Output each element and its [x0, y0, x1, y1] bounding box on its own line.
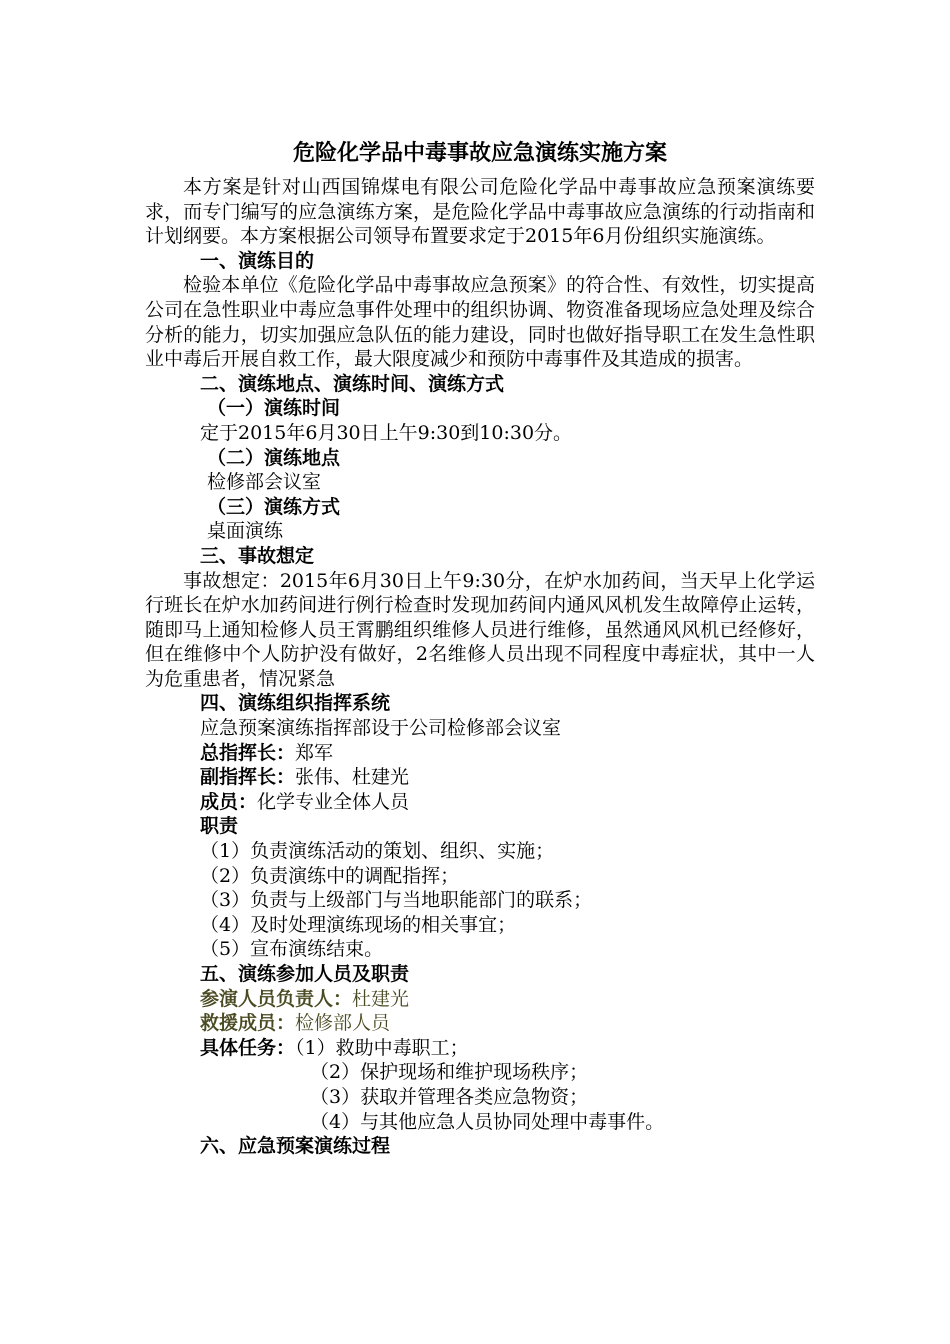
- drill-place-text: 检修部会议室: [207, 471, 322, 494]
- section-3-body: 事故想定：2015年6月30日上午9:30分，在炉水加药间，当天早上化学运行班长在炉水加药间进行例行检查时发现加药间内通风风机发生故障停止运转，随即马上通知检修人员王霄鹏组织维修人员进行维修，虽然通风风机已经修好，但在维修中个人防护没有做好，2名维修人员出现不同程度中毒症状，其中一人为危重患者，情况紧急: [145, 569, 815, 690]
- rescue-members: [145, 1011, 815, 1036]
- duty-item: （2）负责演练中的调配指挥；: [200, 864, 460, 887]
- duty-item: （4）及时处理演练现场的相关事宜；: [200, 913, 517, 936]
- command-location: 应急预案演练指挥部设于公司检修部会议室: [200, 717, 562, 740]
- section-1-body: 检验本单位《危险化学品中毒事故应急预案》的符合性、有效性，切实提高公司在急性职业中毒应急事件处理中的组织协调、物资准备现场应急处理及综合分析的能力，切实加强应急队伍的能力建设，同时也做好指导职工在发生急性职业中毒后开展自救工作，最大限度减少和预防中毒事件及其造成的损害。: [145, 274, 815, 371]
- deputy-commander: [145, 765, 815, 790]
- drill-mode-text: 桌面演练: [207, 520, 284, 543]
- drill-time-heading: （一）演练时间: [207, 397, 341, 420]
- section-1-heading: 一、演练目的: [200, 249, 315, 272]
- chief-commander: [145, 741, 815, 766]
- drill-place-heading: （二）演练地点: [207, 446, 341, 469]
- section-6-heading: 六、应急预案演练过程: [200, 1135, 391, 1158]
- chief-value: 郑军: [295, 741, 334, 764]
- lead-label: 参演人员负责人：: [200, 987, 353, 1010]
- members: [145, 790, 815, 815]
- participant-lead: [145, 987, 815, 1012]
- drill-mode-heading: （三）演练方式: [207, 495, 341, 518]
- duty-item: （5）宣布演练结束。: [200, 938, 384, 961]
- members-label: 成员：: [200, 790, 258, 813]
- document-title: 危险化学品中毒事故应急演练实施方案: [292, 140, 667, 166]
- deputy-value: 张伟、杜建光: [295, 766, 410, 789]
- members-value: 化学专业全体人员: [257, 790, 410, 813]
- lead-value: 杜建光: [352, 987, 410, 1010]
- tasks-label: 具体任务：: [200, 1036, 296, 1059]
- duty-item: （3）负责与上级部门与当地职能部门的联系；: [200, 889, 593, 912]
- intro-paragraph: 本方案是针对山西国锦煤电有限公司危险化学品中毒事故应急预案演练要求，而专门编写的应急演练方案，是危险化学品中毒事故应急演练的行动指南和计划纲要。本方案根据公司领导布置要求定于2015年6月份组织实施演练。: [145, 176, 815, 248]
- task-item: （2）保护现场和维护现场秩序；: [310, 1061, 589, 1084]
- task-item: （3）获取并管理各类应急物资；: [310, 1085, 589, 1108]
- task-first-line: [145, 1036, 815, 1061]
- section-5-heading: 五、演练参加人员及职责: [200, 963, 410, 985]
- duties-label: 职责: [200, 815, 239, 838]
- section-4-heading: 四、演练组织指挥系统: [200, 692, 391, 715]
- section-3-heading: 三、事故想定: [200, 544, 315, 567]
- deputy-label: 副指挥长：: [200, 766, 296, 789]
- rescue-value: 检修部人员: [295, 1012, 391, 1035]
- task-item: （1）救助中毒职工；: [295, 1036, 469, 1059]
- task-item: （4）与其他应急人员协同处理中毒事件。: [310, 1110, 665, 1133]
- duty-item: （1）负责演练活动的策划、组织、实施；: [200, 840, 555, 863]
- chief-label: 总指挥长：: [200, 741, 296, 764]
- rescue-label: 救援成员：: [200, 1012, 296, 1035]
- drill-time-text: 定于2015年6月30日上午9:30到10:30分。: [200, 421, 573, 444]
- document-body: [145, 133, 815, 1159]
- section-2-heading: 二、演练地点、演练时间、演练方式: [200, 372, 505, 395]
